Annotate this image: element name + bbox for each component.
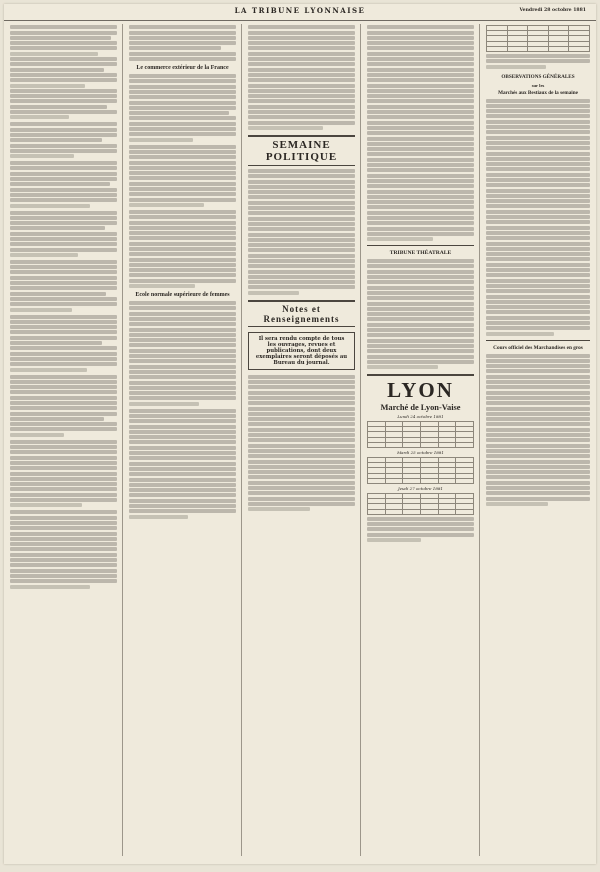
newspaper-date: Vendredi 28 octobre 1881 xyxy=(519,8,586,13)
section-heading: Ecole normale supérieure de femmes xyxy=(135,292,230,299)
market-table xyxy=(367,457,474,484)
section-heading: OBSERVATIONS GÉNÉRALES xyxy=(501,73,575,80)
market-day: Jeudi 27 octobre 1881 xyxy=(398,485,443,491)
column-divider xyxy=(122,24,123,856)
column-divider xyxy=(360,24,361,856)
column-1 xyxy=(10,24,117,856)
newspaper-title: LA TRIBUNE LYONNAISE xyxy=(234,6,366,15)
column-divider xyxy=(479,24,480,856)
market-title: Marché de Lyon-Vaise xyxy=(380,403,461,413)
market-table xyxy=(367,421,474,448)
column-5 xyxy=(486,24,590,856)
section-heading: Le commerce extérieur de la France xyxy=(136,65,229,72)
newspaper-page xyxy=(4,4,596,864)
section-heading: Notes et Renseignements xyxy=(248,300,355,327)
section-heading: TRIBUNE THÉATRALE xyxy=(389,250,452,257)
column-divider xyxy=(241,24,242,856)
section-heading: Marchés aux Bestiaux de la semaine xyxy=(498,89,578,96)
section-heading: SEMAINE POLITIQUE xyxy=(248,135,355,166)
column-4 xyxy=(367,24,474,856)
prices-table xyxy=(486,25,590,52)
masthead xyxy=(4,4,596,21)
lyon-title: LYON xyxy=(367,374,474,403)
column-2 xyxy=(129,24,236,856)
section-subheading: sur les xyxy=(531,82,545,88)
section-heading: Cours officiel des Marchandises en gros xyxy=(493,344,583,351)
market-table xyxy=(367,493,474,515)
column-3 xyxy=(248,24,355,856)
market-day: Mardi 25 octobre 1881 xyxy=(397,450,444,456)
article-text xyxy=(10,25,117,119)
market-day: Lundi 24 octobre 1881 xyxy=(397,414,444,420)
notice-text: Il sera rendu compte de tous les ouvrages, revues et publications, dont deux exemplaires seront déposés au Bureau du journal. xyxy=(255,335,348,366)
notice-box xyxy=(248,332,355,370)
